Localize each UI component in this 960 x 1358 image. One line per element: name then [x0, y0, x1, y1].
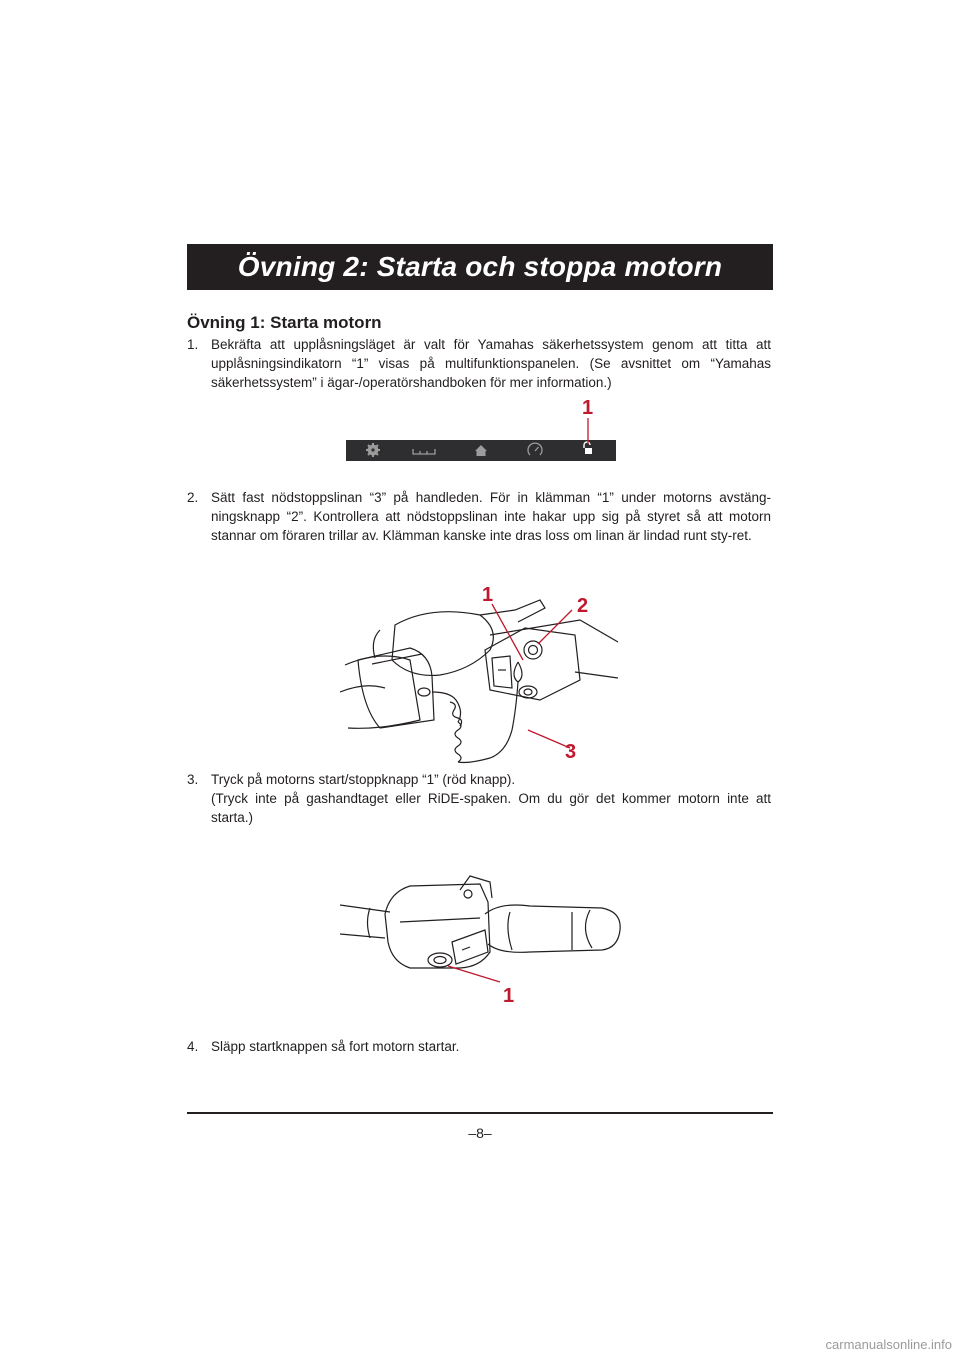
step-1 [187, 335, 771, 392]
step-text: Släpp startknappen så fort motorn startar. [211, 1039, 460, 1054]
gear-icon [366, 443, 380, 457]
step-number: 3. [187, 772, 199, 787]
footer-rule [187, 1112, 773, 1114]
callout-label: 2 [577, 595, 589, 617]
callout-label: 1 [503, 985, 515, 1007]
section-title: Övning 1: Starta motorn [187, 313, 382, 332]
callout-leader [448, 966, 500, 982]
watermark[interactable]: carmanualsonline.info [825, 1337, 952, 1352]
step-note: (Tryck inte på gashandtaget eller RiDE-spaken. Om du gör det kommer motorn inte att starta.) [211, 791, 771, 825]
step-number: 1. [187, 337, 199, 352]
page-number: –8– [468, 1125, 492, 1141]
step-4 [187, 1037, 771, 1056]
callout-label: 3 [565, 741, 577, 763]
step-text: Sätt fast nödstoppslinan “3” på handleden. För in klämman “1” under motorns avstäng-ningsknapp “2”. Kontrollera att nödstoppslinan inte hakar upp sig på styret så att motorn stannar om föraren trillar av. Klämman kanske inte dras loss om linan är lindad runt sty-ret. [211, 490, 771, 543]
step-2 [187, 488, 771, 545]
page-banner [187, 244, 773, 290]
step-number: 4. [187, 1039, 199, 1054]
banner-title: Övning 2: Starta och stoppa motorn [237, 251, 723, 282]
callout-label: 1 [582, 397, 594, 419]
start-button-figure [340, 872, 630, 1012]
callout-label: 1 [482, 584, 494, 606]
callout-leader [528, 730, 570, 748]
step-number: 2. [187, 490, 199, 505]
step-3 [187, 770, 771, 827]
callout-leader [538, 610, 572, 644]
step-text: Tryck på motorns start/stoppknapp “1” (röd knapp). [211, 772, 516, 787]
step-text: Bekräfta att upplåsningsläget är valt för Yamahas säkerhetssystem genom att titta att upplåsningsindikatorn “1” visas på multifunktionspanelen. (Se avsnittet om “Yamahas säkerhetssystem” i ägar-/operatörshandboken för mer information.) [211, 337, 771, 390]
